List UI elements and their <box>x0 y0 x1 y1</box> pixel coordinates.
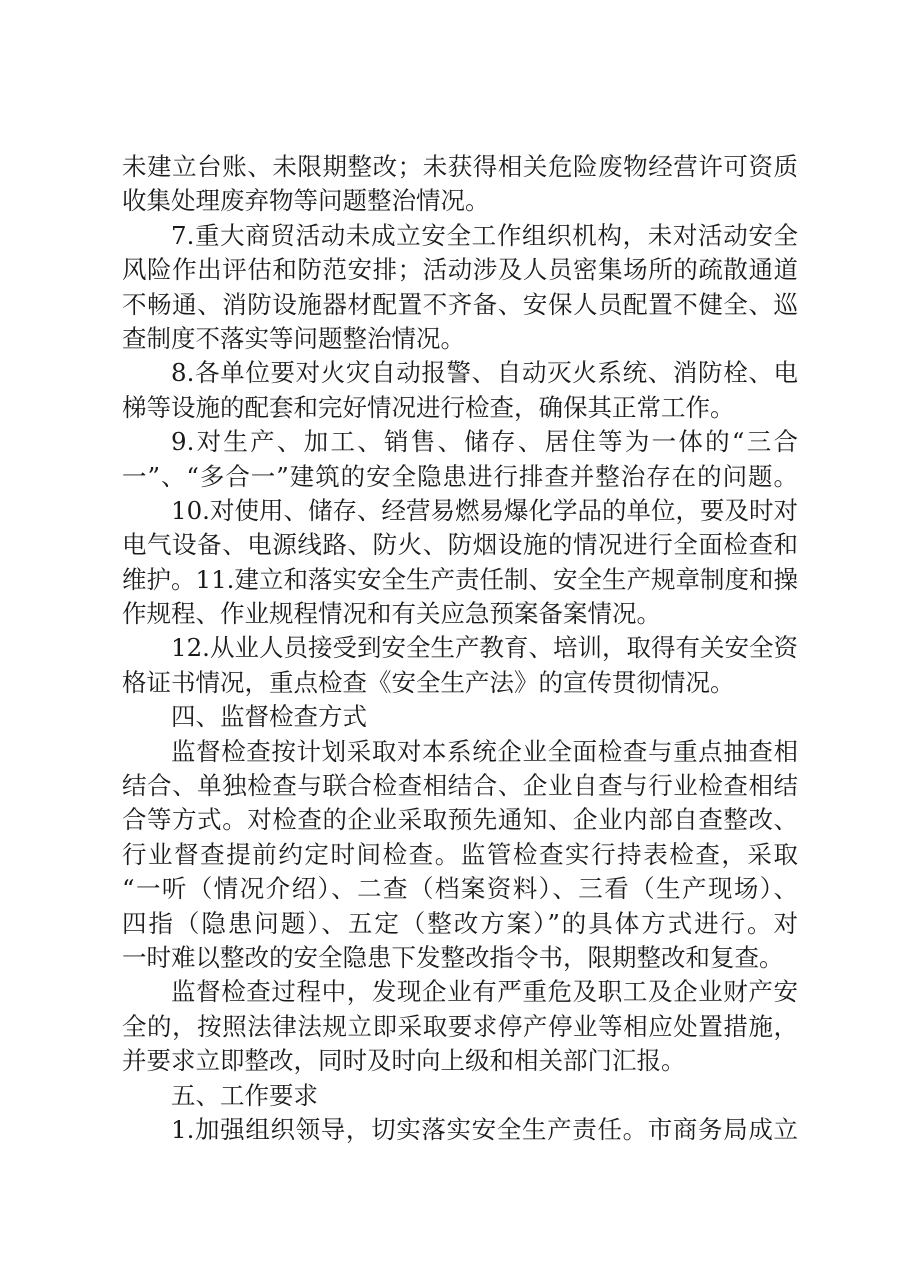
paragraph-line: 作规程、作业规程情况和有关应急预案备案情况。 <box>122 599 661 629</box>
paragraph-line: 全的，按照法律法规立即采取要求停产停业等相应处置措施， <box>122 1011 798 1041</box>
paragraph-line: 1.加强组织领导，切实落实安全生产责任。市商务局成立 <box>171 1114 798 1144</box>
paragraph-line: 收集处理废弃物等问题整治情况。 <box>122 186 490 216</box>
paragraph-line: 7.重大商贸活动未成立安全工作组织机构，未对活动安全 <box>171 220 798 250</box>
paragraph-line: 风险作出评估和防范安排；活动涉及人员密集场所的疏散通道 <box>122 255 798 285</box>
paragraph-line: 并要求立即整改，同时及时向上级和相关部门汇报。 <box>122 1046 686 1076</box>
paragraph-line: 维护。11.建立和落实安全生产责任制、安全生产规章制度和操 <box>122 564 798 594</box>
paragraph-line: 行业督查提前约定时间检查。监管检查实行持表检查，采取 <box>122 839 798 869</box>
paragraph-line: 电气设备、电源线路、防火、防烟设施的情况进行全面检查和 <box>122 530 798 560</box>
paragraph-line: 格证书情况，重点检查《安全生产法》的宣传贯彻情况。 <box>122 667 735 697</box>
paragraph-line: “一听（情况介绍）、二查（档案资料）、三看（生产现场）、 <box>122 874 798 904</box>
paragraph-line: 监督检查过程中，发现企业有严重危及职工及企业财产安 <box>171 977 798 1007</box>
paragraph-line: 10.对使用、储存、经营易燃易爆化学品的单位，要及时对 <box>171 495 798 525</box>
paragraph-line: 一时难以整改的安全隐患下发整改指令书，限期整改和复查。 <box>122 942 784 972</box>
paragraph-line: 9.对生产、加工、销售、储存、居住等为一体的“三合 <box>171 427 798 457</box>
paragraph-line: 查制度不落实等问题整治情况。 <box>122 323 465 353</box>
paragraph-line: 一”、“多合一”建筑的安全隐患进行排查并整治存在的问题。 <box>122 461 798 491</box>
paragraph-line: 监督检查按计划采取对本系统企业全面检查与重点抽查相 <box>171 736 798 766</box>
paragraph-line: 梯等设施的配套和完好情况进行检查，确保其正常工作。 <box>122 392 735 422</box>
document-body <box>122 150 798 1147</box>
paragraph-line: 结合、单独检查与联合检查相结合、企业自查与行业检查相结 <box>122 771 798 801</box>
paragraph-line: 8.各单位要对火灾自动报警、自动灭火系统、消防栓、电 <box>171 358 798 388</box>
paragraph-line: 合等方式。对检查的企业采取预先通知、企业内部自查整改、 <box>122 805 798 835</box>
paragraph-line: 四指（隐患问题）、五定（整改方案）”的具体方式进行。对 <box>122 908 798 938</box>
paragraph-line: 未建立台账、未限期整改；未获得相关危险废物经营许可资质 <box>122 152 798 181</box>
section-heading: 五、工作要求 <box>171 1080 318 1110</box>
paragraph-line: 不畅通、消防设施器材配置不齐备、安保人员配置不健全、巡 <box>122 289 798 319</box>
paragraph-line: 12.从业人员接受到安全生产教育、培训，取得有关安全资 <box>171 633 798 663</box>
section-heading: 四、监督检查方式 <box>171 702 367 732</box>
